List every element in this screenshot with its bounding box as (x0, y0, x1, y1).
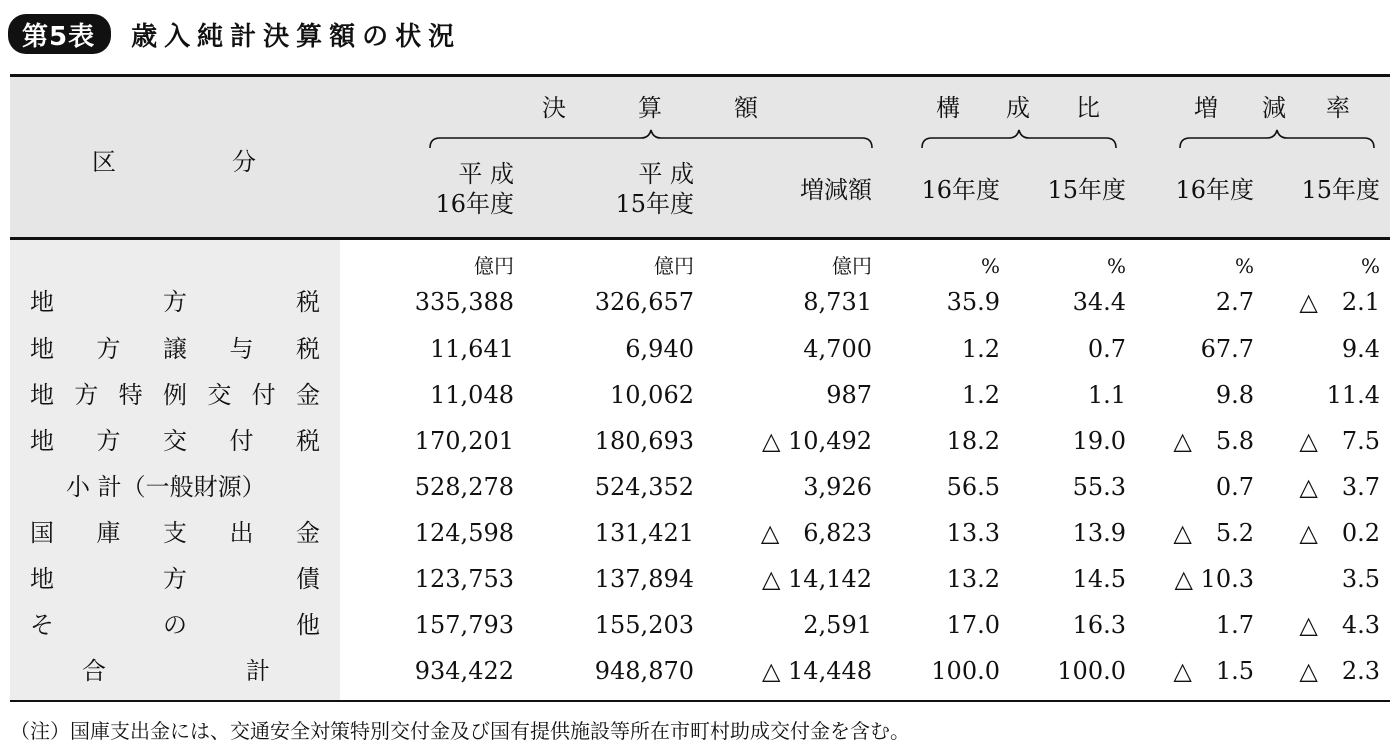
cell-z15: 3.5 (1341, 565, 1380, 593)
row-label-char: 地 (30, 427, 54, 455)
row-label-char: 他 (296, 611, 320, 639)
cell-z15: 11.4 (1326, 381, 1380, 409)
cell-z16: △ 10.3 (1174, 565, 1254, 593)
cell-k16: 17.0 (946, 611, 1000, 639)
cell-k16: 1.2 (961, 335, 1000, 363)
cell-z16: 1.7 (1215, 611, 1254, 639)
header-col-h16-line1: 平 成 (458, 160, 514, 188)
cell-k16: 13.2 (946, 565, 1000, 593)
row-label-char: 地 (30, 288, 54, 316)
top-rule (10, 74, 1390, 77)
cell-h15: 180,693 (594, 427, 694, 455)
row-label-char: 債 (296, 565, 320, 593)
header-group-zogen-3: 率 (1326, 94, 1350, 122)
cell-h16: 11,641 (430, 335, 514, 363)
header-group-kessan-3: 額 (734, 94, 758, 122)
row-label-char: 合 (82, 657, 106, 685)
cell-h16: 157,793 (414, 611, 514, 639)
header-group-zogen-1: 増 (1194, 94, 1218, 122)
row-label-char: 交 (207, 381, 232, 409)
header-group-kosei-3: 比 (1076, 94, 1100, 122)
cell-z16: △ 5.2 (1173, 519, 1254, 547)
row-label-char: 地 (30, 565, 54, 593)
row-label-char: 計 (246, 657, 270, 685)
unit-h15: 億円 (654, 254, 694, 278)
cell-k15: 16.3 (1072, 611, 1126, 639)
row-label (30, 611, 320, 639)
bottom-rule (10, 700, 1390, 702)
cell-h16: 934,422 (414, 657, 514, 685)
row-label-char: の (163, 611, 187, 639)
row-label-char: 地 (30, 381, 54, 409)
cell-k15: 34.4 (1072, 288, 1126, 316)
cell-k15: 55.3 (1072, 473, 1126, 501)
row-label-char: 庫 (96, 519, 121, 547)
header-col-diff: 増減額 (800, 176, 872, 204)
header-category-ku: 区 (92, 148, 116, 176)
row-label-char: そ (30, 611, 54, 639)
row-label-char: 交 (163, 427, 187, 455)
header-rule (10, 237, 1390, 240)
cell-diff: △ 10,492 (761, 427, 872, 455)
row-label-char: 税 (296, 335, 320, 363)
row-label-char: 例 (162, 381, 187, 409)
cell-z16: △ 5.8 (1173, 427, 1254, 455)
row-label (30, 381, 320, 409)
row-label-char: 特 (118, 381, 143, 409)
row-label-char: 金 (296, 519, 320, 547)
cell-k16: 1.2 (961, 381, 1000, 409)
unit-diff: 億円 (832, 254, 872, 278)
unit-h16: 億円 (474, 254, 514, 278)
unit-z16: % (1234, 254, 1254, 278)
header-category-bun: 分 (232, 148, 256, 176)
cell-diff: 2,591 (803, 611, 872, 639)
cell-z15: 9.4 (1341, 335, 1380, 363)
table-title (8, 14, 461, 54)
cell-k15: 13.9 (1072, 519, 1126, 547)
cell-z16: 0.7 (1215, 473, 1254, 501)
unit-k16: % (980, 254, 1000, 278)
cell-h16: 528,278 (414, 473, 514, 501)
cell-k16: 35.9 (946, 288, 1000, 316)
cell-h15: 6,940 (625, 335, 694, 363)
row-label (30, 427, 320, 455)
cell-h15: 10,062 (610, 381, 694, 409)
cell-h16: 11,048 (430, 381, 514, 409)
header-group-kosei-2: 成 (1006, 94, 1030, 122)
row-label-char: 小 計（一般財源） (66, 473, 266, 501)
cell-h16: 335,388 (414, 288, 514, 316)
cell-z15: △ 7.5 (1299, 427, 1380, 455)
cell-diff: 8,731 (803, 288, 872, 316)
header-col-k16: 16年度 (921, 176, 1000, 204)
cell-h15: 137,894 (594, 565, 694, 593)
header-group-kessan-2: 算 (638, 94, 662, 122)
row-label-char: 地 (30, 335, 54, 363)
cell-k16: 13.3 (946, 519, 1000, 547)
cell-h16: 170,201 (414, 427, 514, 455)
header-brace-kessan (428, 128, 874, 152)
row-label (82, 657, 270, 685)
cell-h15: 948,870 (594, 657, 694, 685)
cell-diff: △ 14,142 (761, 565, 872, 593)
cell-diff: △ 14,448 (761, 657, 872, 685)
row-label-char: 国 (30, 519, 54, 547)
row-label (66, 473, 286, 501)
row-label-char: 付 (251, 381, 276, 409)
row-label (30, 565, 320, 593)
cell-h16: 124,598 (414, 519, 514, 547)
cell-h15: 524,352 (594, 473, 694, 501)
row-label-char: 税 (296, 427, 320, 455)
cell-z15: △ 2.1 (1299, 288, 1380, 316)
cell-diff: △ 6,823 (760, 519, 872, 547)
cell-k15: 100.0 (1057, 657, 1126, 685)
table-title-text: 歳入純計決算額の状況 (131, 21, 462, 52)
cell-k15: 0.7 (1087, 335, 1126, 363)
row-label-char: 出 (229, 519, 254, 547)
header-group-zogen-2: 減 (1262, 94, 1286, 122)
row-label-char: 金 (295, 381, 320, 409)
row-label (30, 519, 320, 547)
header-brace-zogen (1178, 128, 1376, 152)
row-label-char: 与 (229, 335, 254, 363)
header-col-h15-line1: 平 成 (638, 160, 694, 188)
header-col-z16: 16年度 (1175, 176, 1254, 204)
row-label-char: 譲 (163, 335, 187, 363)
header-brace-kosei (920, 128, 1118, 152)
cell-k15: 14.5 (1072, 565, 1126, 593)
cell-z15: △ 3.7 (1299, 473, 1380, 501)
cell-k15: 19.0 (1072, 427, 1126, 455)
cell-z16: 2.7 (1215, 288, 1254, 316)
row-label-char: 税 (296, 288, 320, 316)
header-col-h15-line2: 15年度 (615, 190, 694, 218)
row-label (30, 335, 320, 363)
header-background (10, 76, 1390, 238)
header-col-h16-line2: 16年度 (435, 190, 514, 218)
row-label-char: 支 (163, 519, 187, 547)
header-col-z15: 15年度 (1301, 176, 1380, 204)
row-label (30, 288, 320, 316)
header-group-kessan-1: 決 (542, 94, 566, 122)
header-group-kosei-1: 構 (936, 94, 960, 122)
cell-k15: 1.1 (1087, 381, 1126, 409)
cell-diff: 4,700 (803, 335, 872, 363)
cell-z15: △ 4.3 (1299, 611, 1380, 639)
cell-h15: 155,203 (594, 611, 694, 639)
row-label-char: 方 (96, 335, 121, 363)
row-label-char: 方 (163, 565, 187, 593)
unit-k15: % (1106, 254, 1126, 278)
cell-z15: △ 2.3 (1299, 657, 1380, 685)
unit-z15: % (1360, 254, 1380, 278)
cell-z15: △ 0.2 (1299, 519, 1380, 547)
cell-z16: 9.8 (1215, 381, 1254, 409)
cell-z16: 67.7 (1200, 335, 1254, 363)
footnote: （注）国庫支出金には、交通安全対策特別交付金及び国有提供施設等所在市町村助成交付金を含む。 (10, 719, 910, 743)
cell-k16: 18.2 (946, 427, 1000, 455)
row-label-char: 方 (96, 427, 121, 455)
cell-h15: 131,421 (594, 519, 694, 547)
cell-diff: 3,926 (803, 473, 872, 501)
cell-diff: 987 (826, 381, 872, 409)
cell-z16: △ 1.5 (1173, 657, 1254, 685)
table-number-badge: 第5表 (8, 14, 111, 54)
cell-h15: 326,657 (594, 288, 694, 316)
header-col-k15: 15年度 (1047, 176, 1126, 204)
cell-h16: 123,753 (414, 565, 514, 593)
row-label-char: 方 (74, 381, 99, 409)
row-label-char: 付 (229, 427, 254, 455)
cell-k16: 56.5 (946, 473, 1000, 501)
row-label-char: 方 (163, 288, 187, 316)
cell-k16: 100.0 (931, 657, 1000, 685)
